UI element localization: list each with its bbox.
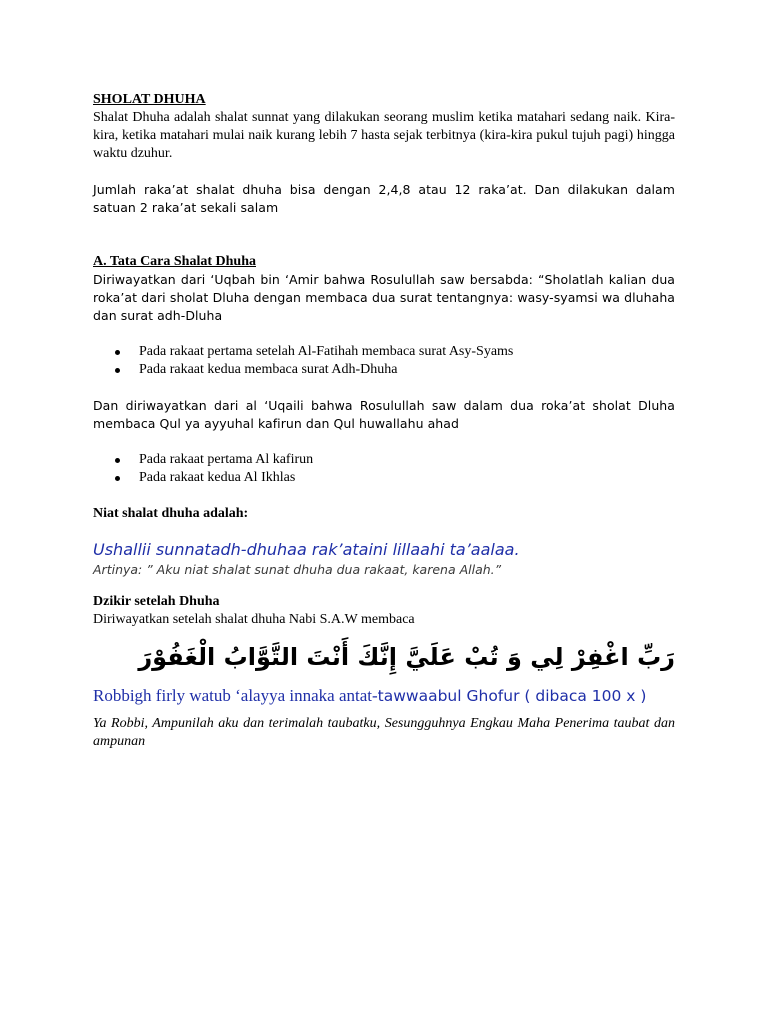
list-item <box>93 361 675 379</box>
list-item-text: Pada rakaat kedua membaca surat Adh-Dhuha <box>139 362 398 377</box>
bullet-icon <box>115 476 120 481</box>
dzikir-latin-part1: Robbigh firly watub ‘alayya innaka antat- <box>93 686 378 705</box>
list-item-text: Pada rakaat kedua Al Ikhlas <box>139 470 296 485</box>
bullet-list-surat-2 <box>93 451 675 487</box>
dzikir-meaning: Ya Robbi, Ampunilah aku dan terimalah taubatku, Sesungguhnya Engkau Maha Penerima taubat dan ampunan <box>93 716 675 749</box>
dzikir-arabic-text: رَبِّ اغْفِرْ لِي وَ تُبْ عَلَيَّ إِنَّكَ أَنْتَ التَّوَّابُ الْغَفُوْرَ <box>138 643 675 671</box>
hadith-uqaili-paragraph: Dan diriwayatkan dari al ‘Uqaili bahwa Rosulullah saw dalam dua roka’at sholat Dluha membaca Qul ya ayyuhal kafirun dan Qul huwallahu ahad <box>93 398 675 431</box>
bullet-icon <box>115 458 120 463</box>
dzikir-latin-part2: tawwaabul Ghofur ( dibaca 100 x ) <box>377 687 647 705</box>
bullet-icon <box>115 368 120 373</box>
dzikir-intro: Diriwayatkan setelah shalat dhuha Nabi S.A.W membaca <box>93 612 415 627</box>
section-title-tata-cara: A. Tata Cara Shalat Dhuha <box>93 254 256 269</box>
document-page <box>93 91 675 751</box>
list-item <box>93 469 675 487</box>
definition-paragraph: Shalat Dhuha adalah shalat sunnat yang dilakukan seorang muslim ketika matahari sedang naik. Kira-kira, ketika matahari mulai naik kurang lebih 7 hasta sejak terbitnya (kira-kira pukul tujuh pagi) hingga waktu dzuhur. <box>93 110 675 161</box>
section-title-sholat-dhuha: SHOLAT DHUHA <box>93 92 206 107</box>
list-item-text: Pada rakaat pertama setelah Al-Fatihah membaca surat Asy-Syams <box>139 344 514 359</box>
rakaat-count-paragraph: Jumlah raka’at shalat dhuha bisa dengan 2,4,8 atau 12 raka’at. Dan dilakukan dalam satuan 2 raka’at sekali salam <box>93 182 675 215</box>
hadith-uqbah-paragraph: Diriwayatkan dari ‘Uqbah bin ‘Amir bahwa Rosulullah saw bersabda: “Sholatlah kalian dua roka’at dari sholat Dluha dengan membaca dua surat tentangnya: wasy-syamsi wa dluhaha dan surat adh-Dluha <box>93 272 675 323</box>
niat-translation: Artinya: ” Aku niat shalat sunat dhuha dua rakaat, karena Allah.” <box>93 562 502 577</box>
list-item <box>93 343 675 361</box>
list-item-text: Pada rakaat pertama Al kafirun <box>139 452 314 467</box>
niat-latin-text: Ushallii sunnatadh-dhuhaa rak’ataini lillaahi ta’aalaa. <box>93 540 520 559</box>
niat-heading: Niat shalat dhuha adalah: <box>93 506 249 521</box>
dzikir-heading: Dzikir setelah Dhuha <box>93 594 220 609</box>
bullet-list-surat-1 <box>93 343 675 379</box>
dzikir-latin-text <box>93 685 675 707</box>
bullet-icon <box>115 350 120 355</box>
list-item <box>93 451 675 469</box>
